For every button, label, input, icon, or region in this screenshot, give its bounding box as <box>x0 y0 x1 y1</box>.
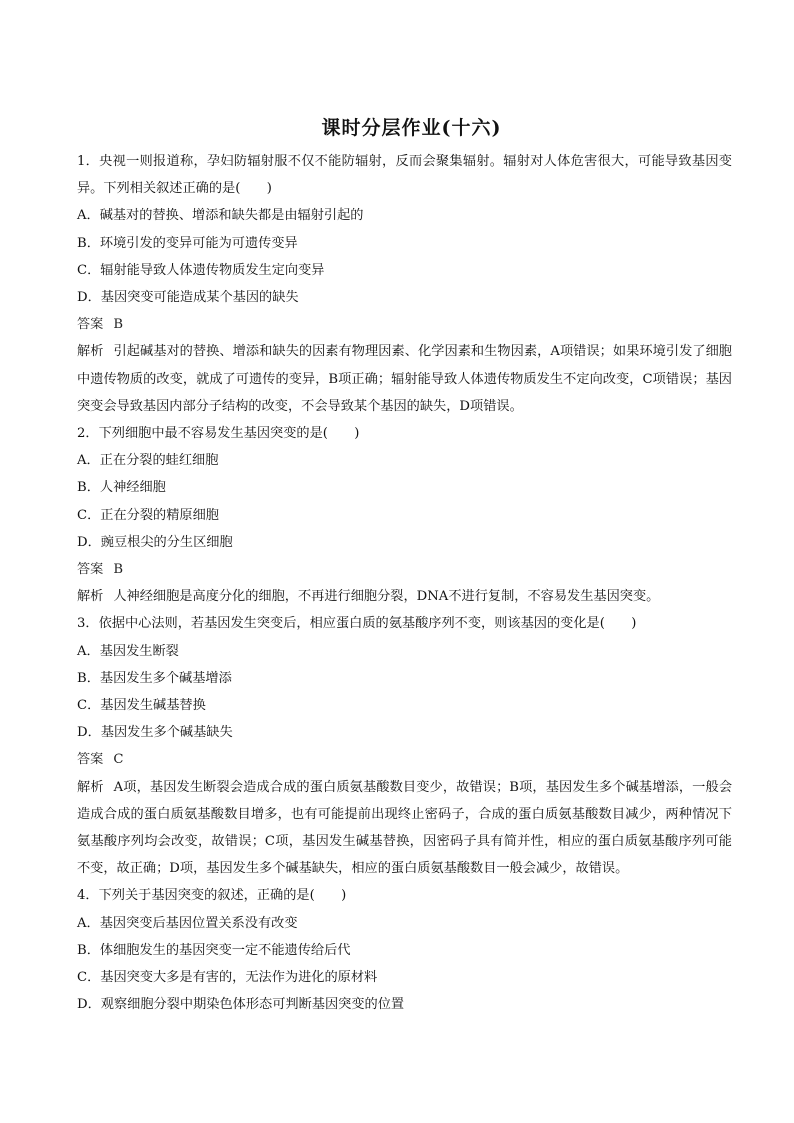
answer-value: B <box>113 562 124 578</box>
question-1-option-c: C．辐射能导致人体遗传物质发生定向变异 <box>77 262 325 278</box>
question-3-option-b: B．基因发生多个碱基增添 <box>77 670 232 686</box>
question-3-answer <box>77 746 732 773</box>
question-1-option-b: B．环境引发的变异可能为可遗传变异 <box>77 235 298 251</box>
question-4-option-c: C．基因突变大多是有害的，无法作为进化的原材料 <box>77 970 378 986</box>
answer-label: 答案 <box>77 562 104 578</box>
question-2-option-c: C．正在分裂的精原细胞 <box>77 507 219 523</box>
question-2-stem: 2．下列细胞中最不容易发生基因突变的是( ) <box>77 426 360 442</box>
answer-label: 答案 <box>77 317 104 333</box>
page-title: 课时分层作业(十六) <box>321 117 502 139</box>
question-2-answer <box>77 556 732 583</box>
question-2-option-d: D．豌豆根尖的分生区细胞 <box>77 534 233 550</box>
question-2-option-b: B．人神经细胞 <box>77 480 166 496</box>
answer-label: 答案 <box>77 752 104 768</box>
analysis-label: 解析 <box>77 779 104 795</box>
question-3-option-a: A．基因发生断裂 <box>77 643 179 659</box>
question-2-option-a: A．正在分裂的蛙红细胞 <box>77 453 219 469</box>
question-3-option-d: D．基因发生多个碱基缺失 <box>77 725 233 741</box>
question-2-analysis <box>77 583 732 610</box>
question-3-analysis <box>77 774 732 883</box>
question-4-option-d: D．观察细胞分裂中期染色体形态可判断基因突变的位置 <box>77 997 405 1013</box>
question-3-stem: 3．依据中心法则，若基因发生突变后，相应蛋白质的氨基酸序列不变，则该基因的变化是( ) <box>77 616 637 632</box>
analysis-label: 解析 <box>77 589 104 605</box>
question-1-option-d: D．基因突变可能造成某个基因的缺失 <box>77 290 299 306</box>
question-4-option-a: A．基因突变后基因位置关系没有改变 <box>77 915 298 931</box>
analysis-text: 引起碱基对的替换、增添和缺失的因素有物理因素、化学因素和生物因素，A项错误；如果环境引发了细胞中遗传物质的改变，就成了可遗传的变异，B项正确；辐射能导致人体遗传物质发生不定向改变，C项错误；基因突变会导致基因内部分子结构的改变，不会导致某个基因的缺失，D项错误。 <box>77 344 732 414</box>
answer-value: B <box>113 317 124 333</box>
answer-value: C <box>113 752 124 768</box>
analysis-text: A项，基因发生断裂会造成合成的蛋白质氨基酸数目变少，故错误；B项，基因发生多个碱基增添，一般会造成合成的蛋白质氨基酸数目增多，也有可能提前出现终止密码子，合成的蛋白质氨基酸数目减少，两种情况下氨基酸序列均会改变，故错误；C项，基因发生碱基替换，因密码子具有简并性，相应的蛋白质氨基酸序列可能不变，故正确；D项，基因发生多个碱基缺失，相应的蛋白质氨基酸数目一般会减少，故错误。 <box>77 779 733 877</box>
question-4-option-b: B．体细胞发生的基因突变一定不能遗传给后代 <box>77 942 351 958</box>
question-4-stem: 4．下列关于基因突变的叙述，正确的是( ) <box>77 888 347 904</box>
question-3-option-c: C．基因发生碱基替换 <box>77 698 206 714</box>
question-1-option-a: A．碱基对的替换、增添和缺失都是由辐射引起的 <box>77 208 364 224</box>
question-1-answer <box>77 311 732 338</box>
analysis-text: 人神经细胞是高度分化的细胞，不再进行细胞分裂，DNA不进行复制，不容易发生基因突变。 <box>113 589 660 605</box>
analysis-label: 解析 <box>77 344 104 360</box>
question-1-stem: 1．央视一则报道称，孕妇防辐射服不仅不能防辐射，反而会聚集辐射。辐射对人体危害很大，可能导致基因变异。下列相关叙述正确的是( ) <box>77 154 732 197</box>
question-1-analysis <box>77 338 732 420</box>
